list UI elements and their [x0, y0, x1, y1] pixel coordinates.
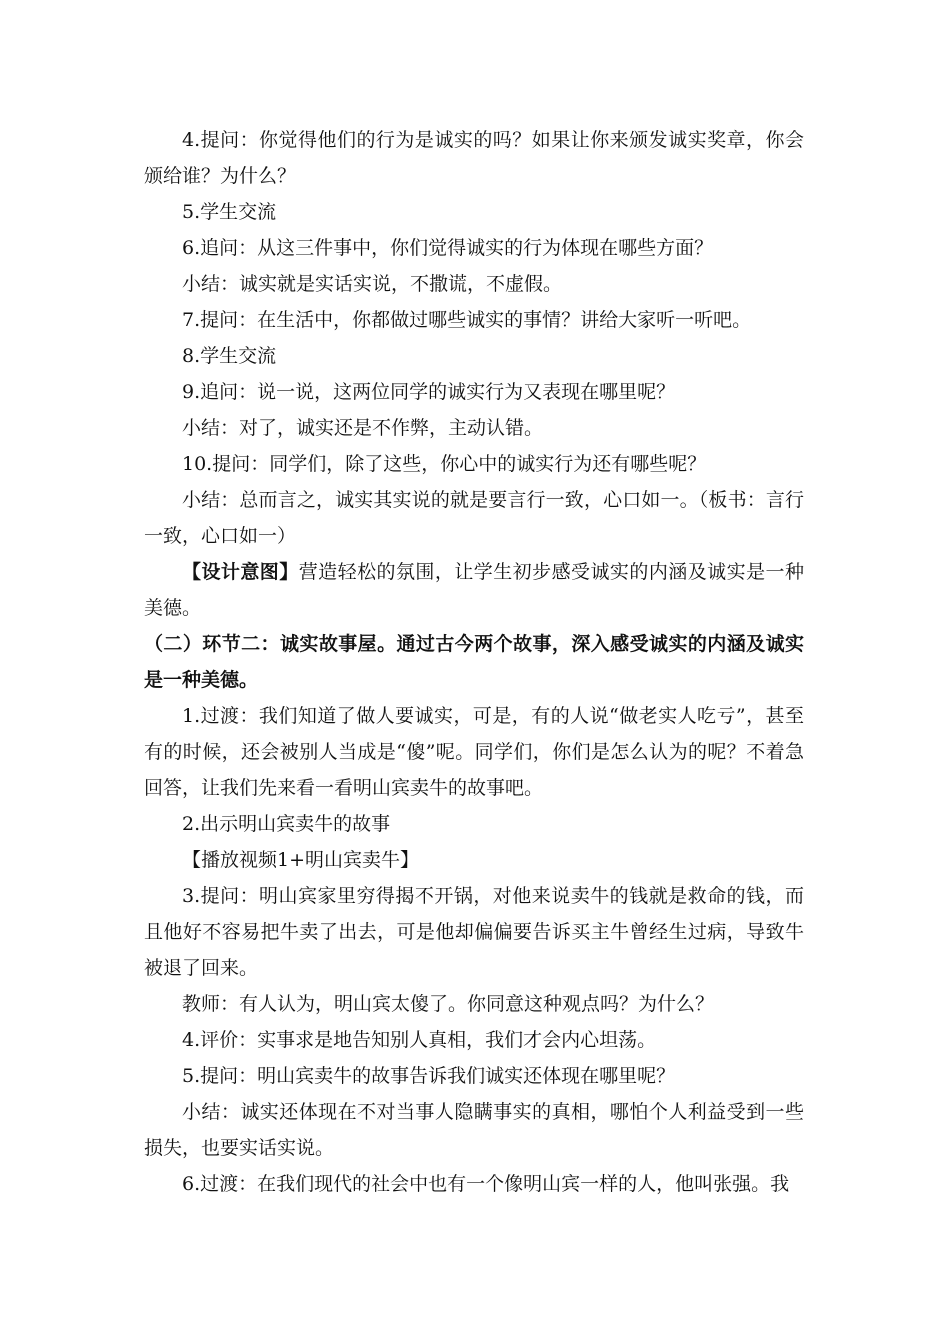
summary-1: 小结：诚实就是实话实说，不撒谎，不虚假。 — [182, 273, 563, 295]
question-7: 7.提问：在生活中，你都做过哪些诚实的事情？讲给大家听一听吧。 — [182, 309, 752, 331]
section-2-heading: （二）环节二：诚实故事屋。通过古今两个故事，深入感受诚实的内涵及诚实是一种美德。 — [144, 633, 804, 691]
transition-1: 1.过渡：我们知道了做人要诚实，可是，有的人说“做老实人吃亏”，甚至有的时候，还会被别人当成是“傻”呢。同学们，你们是怎么认为的呢？不着急回答，让我们先来看一看明山宾卖牛的故事吧。 — [144, 705, 804, 799]
question-10: 10.提问：同学们，除了这些，你心中的诚实行为还有哪些呢？ — [182, 453, 707, 475]
student-exchange-5: 5.学生交流 — [182, 201, 277, 223]
student-exchange-8: 8.学生交流 — [182, 345, 277, 367]
question-3: 3.提问：明山宾家里穷得揭不开锅，对他来说卖牛的钱就是救命的钱，而且他好不容易把牛卖了出去，可是他却偏偏要告诉买主牛曾经生过病，导致牛被退了回来。 — [144, 885, 804, 979]
design-intent — [144, 554, 804, 626]
show-story-2: 2.出示明山宾卖牛的故事 — [182, 813, 391, 835]
question-5: 5.提问：明山宾卖牛的故事告诉我们诚实还体现在哪里呢？ — [182, 1065, 676, 1087]
summary-3: 小结：总而言之，诚实其实说的就是要言行一致，心口如一。（板书：言行一致，心口如一） — [144, 489, 804, 547]
play-video-note: 【播放视频1+明山宾卖牛】 — [182, 849, 420, 871]
design-intent-label: 【设计意图】 — [182, 561, 299, 583]
question-4: 4.提问：你觉得他们的行为是诚实的吗？如果让你来颁发诚实奖章，你会颁给谁？为什么？ — [144, 129, 804, 187]
lesson-plan-body — [144, 122, 804, 1202]
teacher-remark: 教师：有人认为，明山宾太傻了。你同意这种观点吗？为什么？ — [182, 993, 715, 1015]
follow-up-9: 9.追问：说一说，这两位同学的诚实行为又表现在哪里呢？ — [182, 381, 676, 403]
evaluation-4: 4.评价：实事求是地告知别人真相，我们才会内心坦荡。 — [182, 1029, 657, 1051]
summary-4: 小结：诚实还体现在不对当事人隐瞒事实的真相，哪怕个人利益受到一些损失，也要实话实说。 — [144, 1101, 804, 1159]
summary-2: 小结：对了，诚实还是不作弊，主动认错。 — [182, 417, 544, 439]
design-intent-text: 营造轻松的氛围，让学生初步感受诚实的内涵及诚实是一种美德。 — [144, 561, 804, 619]
follow-up-6: 6.追问：从这三件事中，你们觉得诚实的行为体现在哪些方面？ — [182, 237, 714, 259]
transition-6: 6.过渡：在我们现代的社会中也有一个像明山宾一样的人，他叫张强。我 — [182, 1173, 790, 1195]
